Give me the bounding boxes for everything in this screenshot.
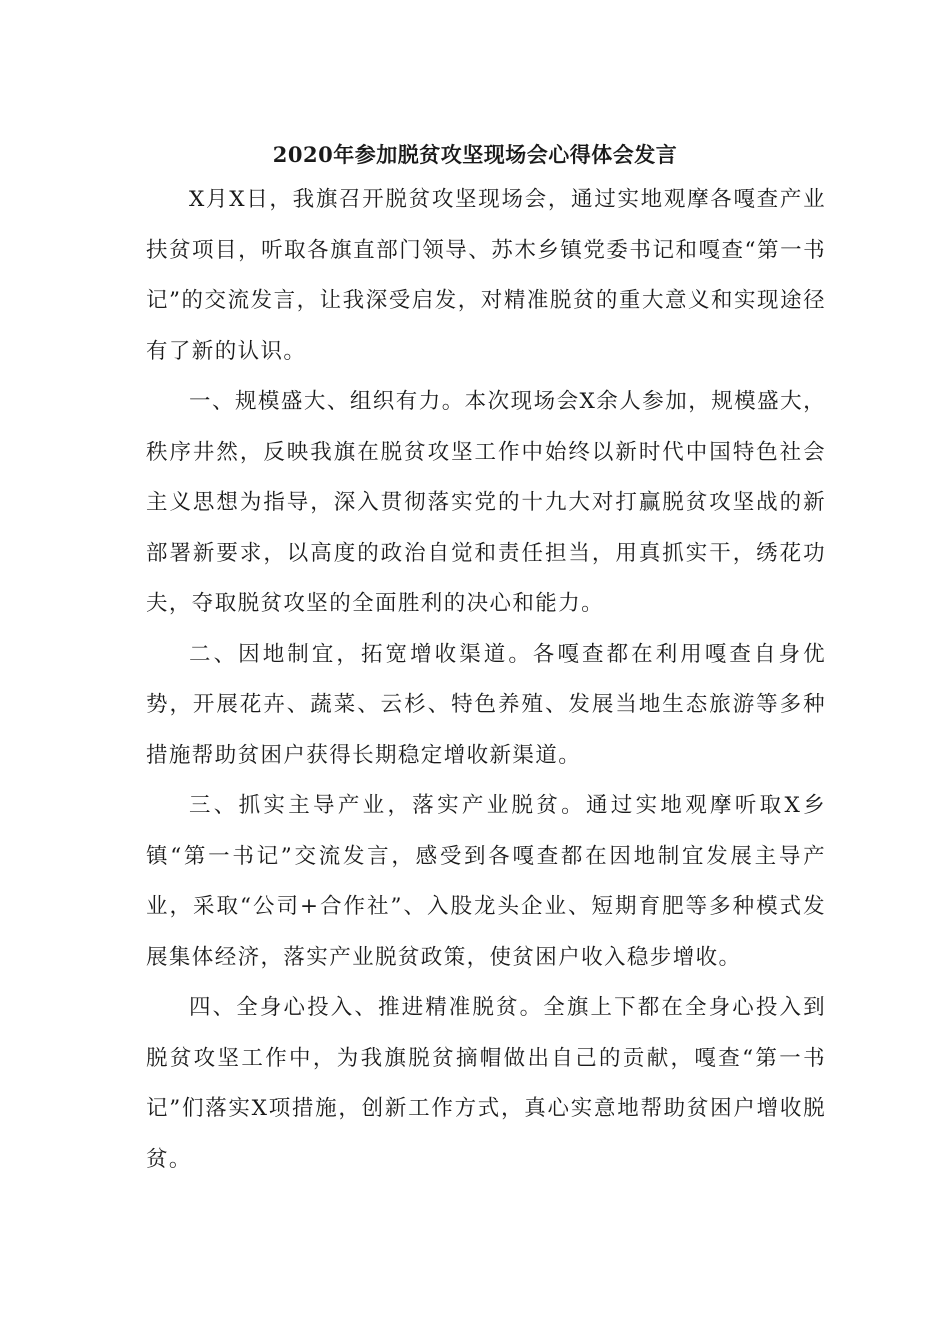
paragraph-point-2: 二、因地制宜，拓宽增收渠道。各嘎查都在利用嘎查自身优势，开展花卉、蔬菜、云杉、特色养殖、发展当地生态旅游等多种措施帮助贫困户获得长期稳定增收新渠道。 — [146, 641, 826, 768]
paragraph-intro: X月X日，我旗召开脱贫攻坚现场会，通过实地观摩各嘎查产业扶贫项目，听取各旗直部门领导、苏木乡镇党委书记和嘎查“第一书记”的交流发言，让我深受启发，对精准脱贫的重大意义和实现途径有了新的认识。 — [146, 187, 826, 364]
paragraph-point-1: 一、规模盛大、组织有力。本次现场会X余人参加，规模盛大，秩序井然，反映我旗在脱贫攻坚工作中始终以新时代中国特色社会主义思想为指导，深入贯彻落实党的十九大对打赢脱贫攻坚战的新部署新要求，以高度的政治自觉和责任担当，用真抓实干，绣花功夫，夺取脱贫攻坚的全面胜利的决心和能力。 — [146, 389, 826, 616]
paragraph-point-4: 四、全身心投入、推进精准脱贫。全旗上下都在全身心投入到脱贫攻坚工作中，为我旗脱贫摘帽做出自己的贡献，嘎查“第一书记”们落实X项措施，创新工作方式，真心实意地帮助贫困户增收脱贫。 — [146, 995, 826, 1172]
document-body — [146, 175, 826, 1185]
paragraph-point-3: 三、抓实主导产业，落实产业脱贫。通过实地观摩听取X乡镇“第一书记”交流发言，感受到各嘎查都在因地制宜发展主导产业，采取“公司+合作社”、入股龙头企业、短期育肥等多种模式发展集体经济，落实产业脱贫政策，使贫困户收入稳步增收。 — [146, 793, 826, 970]
document-title: 2020年参加脱贫攻坚现场会心得体会发言 — [272, 142, 678, 167]
